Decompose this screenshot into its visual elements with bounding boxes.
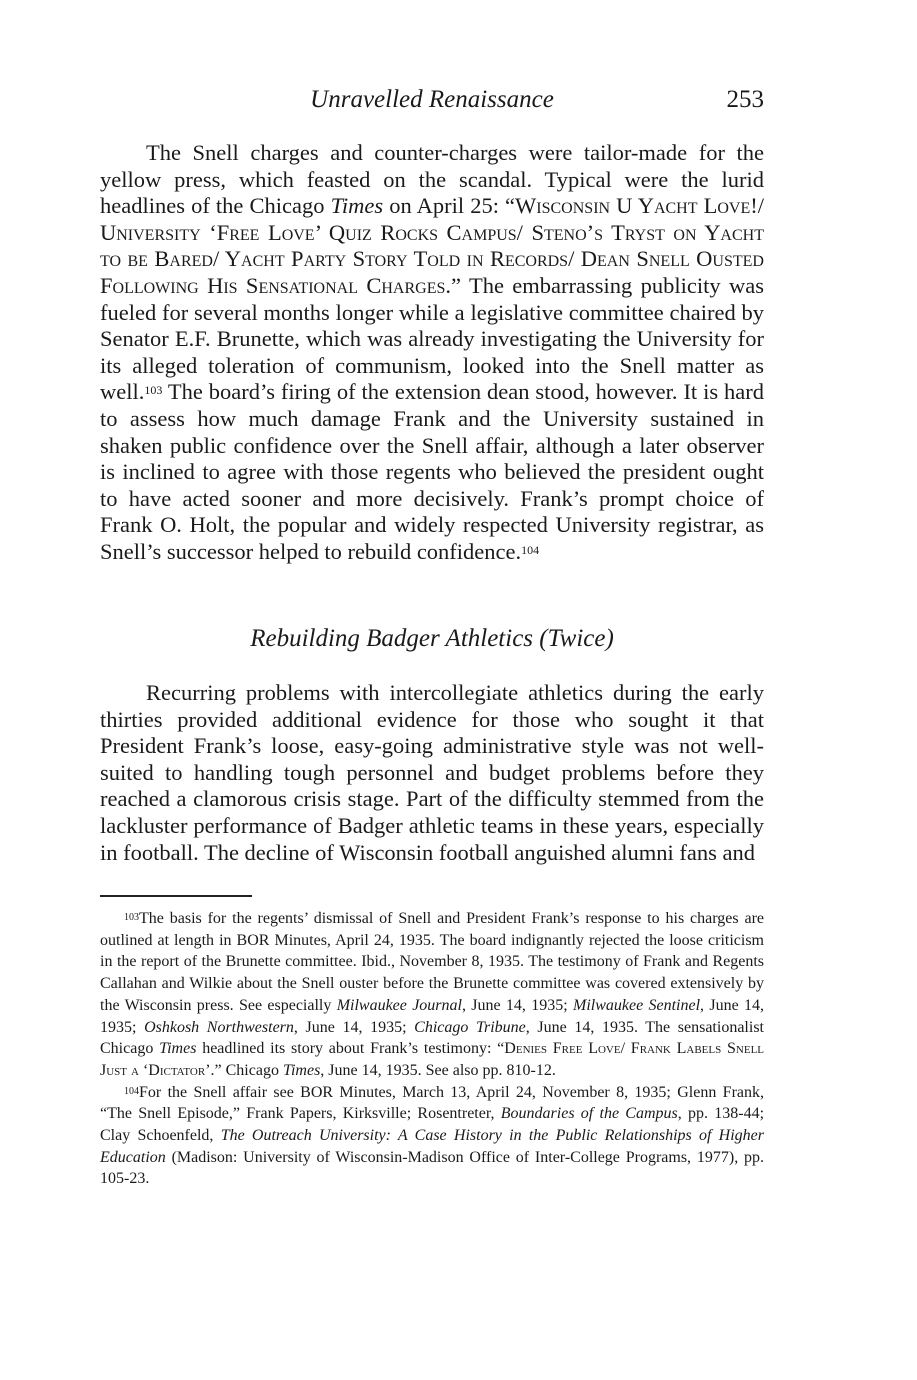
footnote-mark-104: 104: [124, 1085, 139, 1097]
fn103-chicago-tribune: Chicago Tribune: [414, 1018, 526, 1036]
para1-text-d: The board’s firing of the extension dean stood, however. It is hard to assess how much damage Frank and the University sustained in shaken public confidence over the Snell affair, although a later observer is inclined to agree with those regents who believed the president ought to have acted sooner and more decisively. Frank’s prompt choice of Frank O. Holt, the popular and widely respected University registrar, as Snell’s successor helped to rebuild confidence.: [100, 379, 764, 564]
footnote-103: [100, 908, 764, 1082]
fn103-headline: Denies Free Love/ Frank Labels Snell Just a ‘Dictator’: [100, 1040, 765, 1079]
footnote-ref-103[interactable]: 103: [144, 383, 163, 398]
footnote-104: [100, 1082, 764, 1191]
fn103-text-a: The basis for the regents’ dismissal of Snell and President Frank’s response to his charges are outlined at length in BOR Minutes, April 24, 1935. The board indignantly rejected the loose criticism in the report of the Brunette committee. Ibid., November 8, 1935. The testimony of Frank and Regents Callahan and Wilkie about the Snell ouster before the Brunette committee was covered extensively by the Wisconsin press. See especially: [100, 910, 764, 1014]
fn104-text-c: (Madison: University of Wisconsin-Madison Office of Inter-College Programs, 1977), pp. 105-23.: [100, 1148, 764, 1188]
body-paragraph-1: [100, 140, 764, 566]
headline-quote: Wisconsin U Yacht Love!/ University ‘Free Love’ Quiz Rocks Campus/ Steno’s Tryst on Yacht to be Bared/ Yacht Party Story Told in Records/ Dean Snell Ousted Following His Sensational Charges.: [100, 193, 764, 298]
fn103-times-1: Times: [159, 1040, 197, 1058]
fn104-text-b: , pp. 138-44; Clay Schoenfeld,: [100, 1105, 765, 1145]
footnote-ref-104[interactable]: 104: [521, 542, 540, 557]
fn103-text-f: headlined its story about Frank’s testimony: “: [196, 1040, 505, 1058]
para1-text-c: ” The embarrassing publicity was fueled for several months longer while a legislative committee chaired by Senator E.F. Brunette, which was already investigating the University for its alleged toleration of communism, looked into the Snell matter as well.: [100, 272, 764, 405]
para2-text: Recurring problems with intercollegiate athletics during the early thirties provided additional evidence for those who sought it that President Frank’s loose, easy-going administrative style was not well-suited to handling tough personnel and budget problems before they reached a clamorous crisis stage. Part of the difficulty stemmed from the lackluster performance of Badger athletic teams in these years, especially in football. The decline of Wisconsin football anguished alumni fans and: [100, 680, 764, 865]
body-paragraph-2: [100, 680, 764, 866]
fn103-text-g: .” Chicago: [210, 1061, 283, 1079]
fn103-times-2: Times: [282, 1061, 321, 1079]
fn103-oshkosh-northwestern: Oshkosh Northwestern: [144, 1018, 294, 1036]
fn103-text-b: , June 14, 1935;: [461, 996, 573, 1014]
fn103-text-c: , June 14, 1935;: [100, 996, 764, 1036]
footnotes: [100, 908, 764, 1190]
fn104-text-a: For the Snell affair see BOR Minutes, March 13, April 24, November 8, 1935; Glenn Frank, “The Snell Episode,” Frank Papers, Kirksville; Rosentreter,: [100, 1083, 764, 1123]
fn103-milwaukee-journal: Milwaukee Journal: [336, 996, 462, 1014]
para1-text-a: The Snell charges and counter-charges were tailor-made for the yellow press, which feasted on the scandal. Typical were the lurid headlines of the Chicago: [100, 140, 764, 219]
page-number: 253: [726, 86, 764, 113]
fn103-milwaukee-sentinel: Milwaukee Sentinel: [573, 996, 701, 1014]
running-head: [100, 80, 764, 120]
running-title: Unravelled Renaissance: [310, 86, 554, 113]
para1-text-b: on April 25: “: [383, 193, 516, 219]
times-italic: Times: [330, 193, 384, 219]
fn104-boundaries: Boundaries of the Campus: [500, 1105, 678, 1123]
fn103-text-e: , June 14, 1935. The sensationalist Chicago: [100, 1018, 764, 1058]
fn104-outreach-university: The Outreach University: A Case History in the Public Relationships of Higher Education: [100, 1127, 764, 1166]
footnote-mark-103: 103: [124, 912, 139, 923]
footnote-divider: [100, 895, 252, 897]
section-heading: Rebuilding Badger Athletics (Twice): [250, 625, 614, 652]
fn103-text-h: , June 14, 1935. See also pp. 810-12.: [320, 1061, 556, 1079]
fn103-text-d: , June 14, 1935;: [293, 1018, 415, 1036]
